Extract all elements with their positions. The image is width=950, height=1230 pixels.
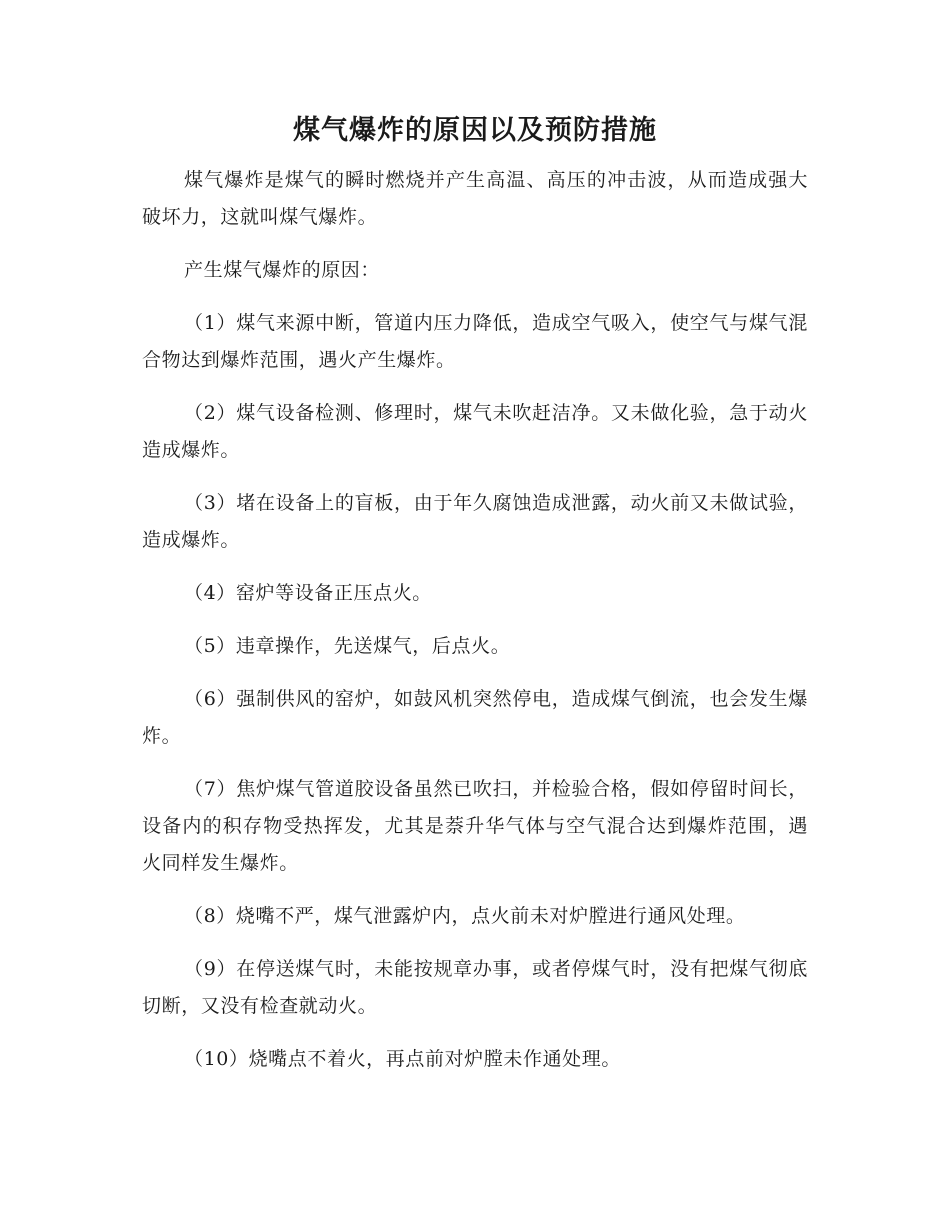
paragraph-cause-8: （8）烧嘴不严，煤气泄露炉内，点火前未对炉膛进行通风处理。 (184, 905, 746, 927)
paragraph-cause-1: （1）煤气来源中断，管道内压力降低，造成空气吸入，使空气与煤气混合物达到爆炸范围，遇火产生爆炸。 (142, 312, 808, 371)
paragraph-cause-7: （7）焦炉煤气管道胶设备虽然已吹扫，并检验合格，假如停留时间长，设备内的积存物受热挥发，尤其是萘升华气体与空气混合达到爆炸范围，遇火同样发生爆炸。 (142, 778, 808, 874)
paragraph-cause-5: （5）违章操作，先送煤气，后点火。 (184, 635, 511, 657)
paragraph-cause-4: （4）窑炉等设备正压点火。 (184, 582, 432, 604)
document-page (142, 108, 808, 1094)
paragraph-causes-heading: 产生煤气爆炸的原因： (184, 259, 381, 281)
paragraph-intro: 煤气爆炸是煤气的瞬时燃烧并产生高温、高压的冲击波，从而造成强大破坏力，这就叫煤气爆炸。 (142, 169, 808, 228)
paragraph-cause-10: （10）烧嘴点不着火，再点前对炉膛未作通处理。 (184, 1048, 621, 1070)
paragraph-cause-6: （6）强制供风的窑炉，如鼓风机突然停电，造成煤气倒流，也会发生爆炸。 (142, 688, 808, 747)
document-title: 煤气爆炸的原因以及预防措施 (293, 115, 657, 146)
paragraph-cause-3: （3）堵在设备上的盲板，由于年久腐蚀造成泄露，动火前又未做试验，造成爆炸。 (142, 492, 808, 551)
paragraph-cause-9: （9）在停送煤气时，未能按规章办事，或者停煤气时，没有把煤气彻底切断，又没有检查就动火。 (142, 958, 808, 1017)
paragraph-cause-2: （2）煤气设备检测、修理时，煤气未吹赶洁净。又未做化验，急于动火造成爆炸。 (142, 402, 808, 461)
